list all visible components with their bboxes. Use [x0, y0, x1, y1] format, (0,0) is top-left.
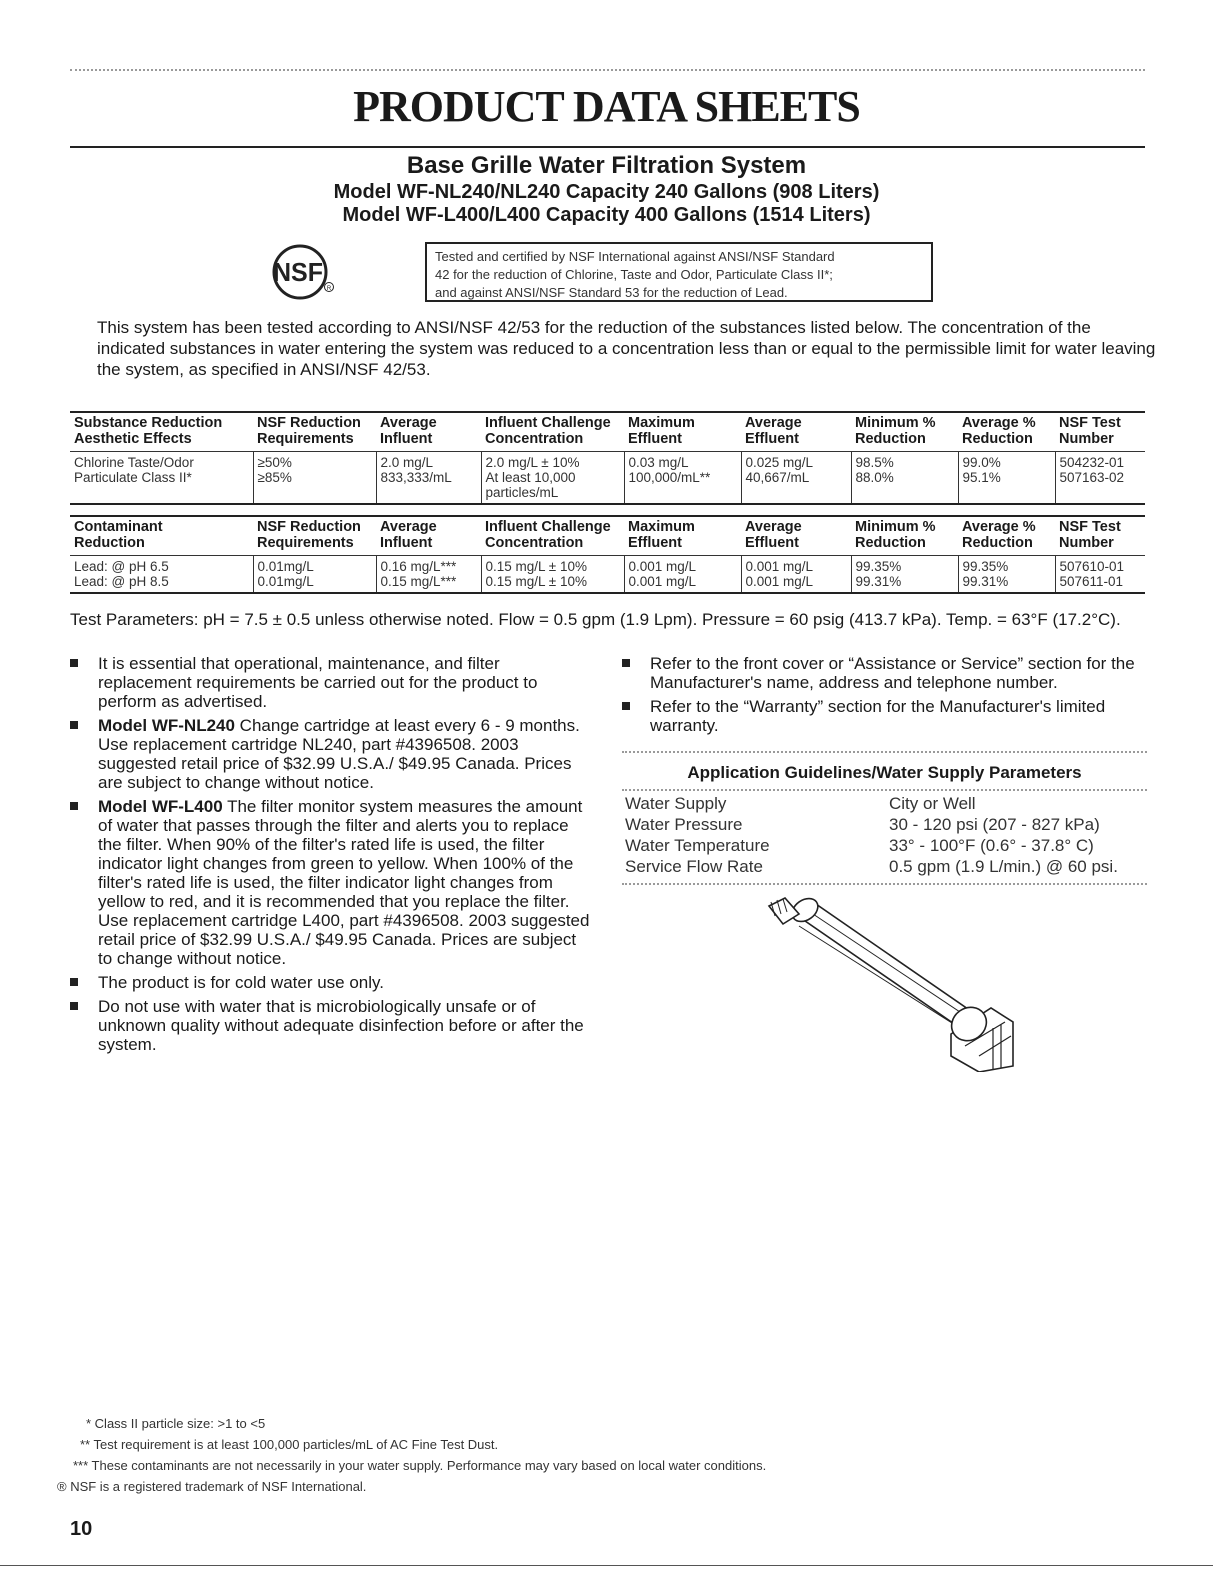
column-header: NSF Test Number: [1059, 415, 1121, 447]
guidelines-title: Application Guidelines/Water Supply Parameters: [687, 763, 1082, 782]
nsf-logo: [258, 243, 344, 301]
bullet-square-icon: [622, 659, 630, 667]
table-cell: 99.0% 95.1%: [958, 452, 1055, 505]
aesthetic-effects-table: [70, 411, 1145, 505]
bullet-item: Refer to the “Warranty” section for the Manufacturer's limited warranty.: [622, 697, 1147, 735]
table-cell: 0.001 mg/L 0.001 mg/L: [741, 556, 851, 594]
table-cell: Chlorine Taste/Odor Particulate Class II*: [74, 455, 194, 485]
nsf-certification-line: 42 for the reduction of Chlorine, Taste and Odor, Particulate Class II*;: [435, 267, 833, 282]
bullet-square-icon: [70, 659, 78, 667]
page-number: 10: [70, 1518, 93, 1540]
footnote: * Class II particle size: >1 to <5: [86, 1416, 266, 1431]
column-header: Maximum Effluent: [628, 519, 695, 551]
column-header: NSF Reduction Requirements: [257, 519, 361, 551]
top-dotted-rule: [70, 69, 1145, 71]
bullet-item: Refer to the front cover or “Assistance or Service” section for the Manufacturer's name, address and telephone number.: [622, 654, 1147, 692]
column-header: Average Effluent: [745, 415, 802, 447]
bottom-rule: [0, 1565, 1213, 1566]
table-cell: 99.35% 99.31%: [958, 556, 1055, 594]
model-line-l400: Model WF-L400/L400 Capacity 400 Gallons (1514 Liters): [342, 204, 871, 226]
table-cell: 2.0 mg/L ± 10% At least 10,000 particles/mL: [481, 452, 624, 505]
table-row: [70, 556, 1145, 594]
guideline-row: Water Supply City or Well: [625, 794, 976, 813]
model-line-nl240: Model WF-NL240/NL240 Capacity 240 Gallons (908 Liters): [333, 181, 880, 203]
column-header: NSF Test Number: [1059, 519, 1121, 551]
table-cell: 0.03 mg/L 100,000/mL**: [624, 452, 741, 505]
bullet-square-icon: [70, 1002, 78, 1010]
table-cell: 0.01mg/L 0.01mg/L: [253, 556, 376, 594]
table-row: [70, 452, 1145, 505]
table-cell: 504232-01 507163-02: [1055, 452, 1145, 505]
column-header: Substance Reduction Aesthetic Effects: [74, 415, 223, 447]
system-title: Base Grille Water Filtration System: [406, 152, 807, 179]
guideline-row: Water Temperature 33° - 100°F (0.6° - 37.8° C): [625, 836, 1094, 855]
bullet-square-icon: [70, 802, 78, 810]
left-bullet-list: [70, 654, 590, 1059]
column-header: Maximum Effluent: [628, 415, 695, 447]
nsf-certification-line: and against ANSI/NSF Standard 53 for the reduction of Lead.: [435, 285, 788, 300]
table-cell: 0.025 mg/L 40,667/mL: [741, 452, 851, 505]
column-header: Average Influent: [380, 519, 437, 551]
footnote: ® NSF is a registered trademark of NSF International.: [57, 1479, 367, 1494]
table-cell: 0.16 mg/L*** 0.15 mg/L***: [376, 556, 481, 594]
footnote: *** These contaminants are not necessarily in your water supply. Performance may vary based on local water conditions.: [73, 1458, 767, 1473]
table-cell: ≥50% ≥85%: [253, 452, 376, 505]
column-header: NSF Reduction Requirements: [257, 415, 361, 447]
page-title: PRODUCT DATA SHEETS: [353, 82, 860, 131]
guideline-row: Service Flow Rate 0.5 gpm (1.9 L/min.) @ 60 psi.: [625, 857, 1118, 876]
bullet-item: Model WF-NL240 Change cartridge at least every 6 - 9 months. Use replacement cartridge NL240, part #4396508. 2003 suggested retail price of $32.99 U.S.A./ $49.95 Canada. Prices are subject to change without notice.: [70, 716, 590, 792]
guidelines-header-rule: [622, 789, 1147, 791]
nsf-certification-box: [425, 242, 933, 302]
column-header: Minimum % Reduction: [855, 415, 936, 447]
column-header: Average Influent: [380, 415, 437, 447]
table-cell: 99.35% 99.31%: [851, 556, 958, 594]
nsf-logo-text: NSF: [273, 257, 323, 287]
table-cell: 2.0 mg/L 833,333/mL: [376, 452, 481, 505]
column-header: Influent Challenge Concentration: [485, 519, 611, 551]
column-header: Minimum % Reduction: [855, 519, 936, 551]
bullet-item: Model WF-L400 The filter monitor system measures the amount of water that passes through the filter and alerts you to replace the filter. When 90% of the filter's rated life is used, the filter indicator light changes from green to yellow. When 100% of the filter's rated life is used, the filter indicator light changes from yellow to red, and it is recommended that you replace the filter. Use replacement cartridge L400, part #4396508. 2003 suggested retail price of $32.99 U.S.A./ $49.95 Canada. Prices are subject to change without notice.: [70, 797, 590, 968]
column-header: Average % Reduction: [962, 519, 1036, 551]
bullet-square-icon: [70, 721, 78, 729]
filter-cartridge-illustration: [755, 896, 1020, 1072]
table-cell: 0.15 mg/L ± 10% 0.15 mg/L ± 10%: [481, 556, 624, 594]
intro-paragraph: This system has been tested according to ANSI/NSF 42/53 for the reduction of the substances listed below. The concentration of the indicated substances in water entering the system was reduced to a concentration less than or equal to the permissible limit for water leaving the system, as specified in ANSI/NSF 42/53.: [97, 318, 1156, 379]
bullet-item: It is essential that operational, maintenance, and filter replacement requirements be carried out for the product to perform as advertised.: [70, 654, 590, 711]
bullet-square-icon: [622, 702, 630, 710]
contaminant-reduction-table: [70, 515, 1145, 594]
footnotes: [50, 1413, 1150, 1497]
column-header: Average % Reduction: [962, 415, 1036, 447]
nsf-certification-line: Tested and certified by NSF International against ANSI/NSF Standard: [435, 249, 835, 264]
column-header: Average Effluent: [745, 519, 802, 551]
table-cell: Lead: @ pH 6.5 Lead: @ pH 8.5: [74, 559, 169, 589]
guideline-row: Water Pressure 30 - 120 psi (207 - 827 kPa): [625, 815, 1100, 834]
bullet-item: The product is for cold water use only.: [70, 973, 590, 992]
bullet-item: Do not use with water that is microbiologically unsafe or of unknown quality without adequate disinfection before or after the system.: [70, 997, 590, 1054]
guidelines-table: [622, 793, 1147, 877]
column-header: Influent Challenge Concentration: [485, 415, 611, 447]
table-cell: 507610-01 507611-01: [1055, 556, 1145, 594]
svg-text:R: R: [326, 286, 332, 292]
footnote: ** Test requirement is at least 100,000 particles/mL of AC Fine Test Dust.: [80, 1437, 499, 1452]
test-parameters: Test Parameters: pH = 7.5 ± 0.5 unless otherwise noted. Flow = 0.5 gpm (1.9 Lpm). Pressure = 60 psig (413.7 kPa). Temp. = 63°F (17.2°C).: [70, 610, 1121, 629]
table-cell: 98.5% 88.0%: [851, 452, 958, 505]
right-bullet-list: [622, 654, 1147, 740]
column-header: Contaminant Reduction: [74, 519, 163, 551]
bullet-square-icon: [70, 978, 78, 986]
table-cell: 0.001 mg/L 0.001 mg/L: [624, 556, 741, 594]
guidelines-bottom-rule: [622, 883, 1147, 885]
title-rule: [70, 146, 1145, 148]
guidelines-top-rule: [622, 751, 1147, 753]
